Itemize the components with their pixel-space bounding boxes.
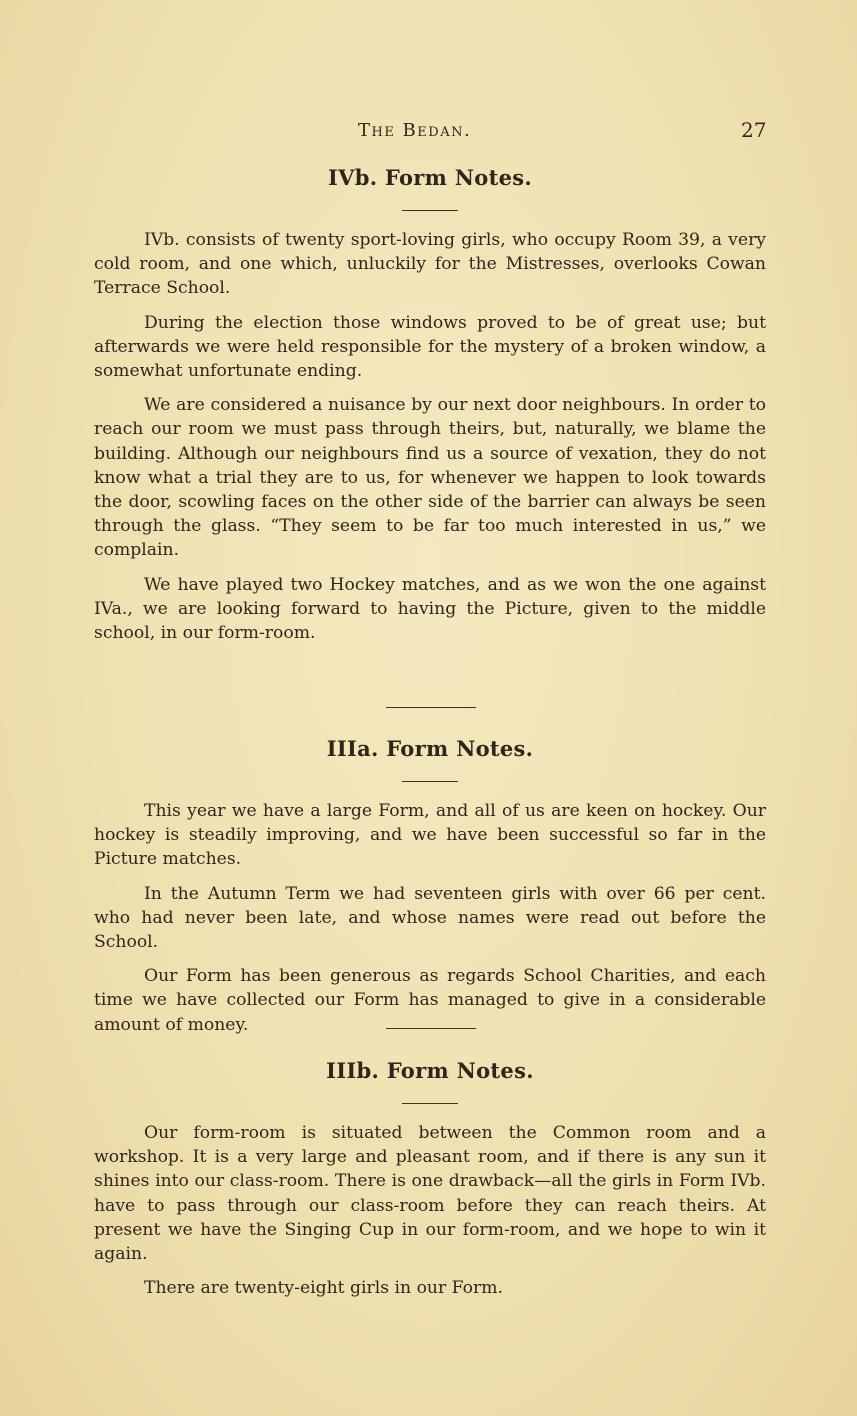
page-number: 27 xyxy=(741,118,767,142)
paragraph: During the election those windows proved to be of great use; but afterwards we were held responsible for the mystery of a broken window, a somewhat unfortunate ending. xyxy=(94,312,766,382)
paragraph: IVb. consists of twenty sport-loving girls, who occupy Room 39, a very cold room, and one which, unluckily for the Mistresses, overlooks Cowan Terrace School. xyxy=(94,230,766,299)
title-rule xyxy=(402,210,458,211)
paragraph: We are considered a nuisance by our next door neighbours. In order to reach our room we must pass through theirs, but, naturally, we blame the building. Although our neighbours find us a source of vexation, they do not know what a trial they are to us, for whenever we happen to look towards the door, scowling faces on the other side of the barrier can always be seen through the glass. “They seem to be far too much interested in us,” we complain. xyxy=(94,395,766,561)
section-iiia-form-notes xyxy=(94,736,766,1037)
section-body xyxy=(94,1121,766,1300)
paragraph: There are twenty-eight girls in our Form. xyxy=(144,1278,503,1299)
paragraph: We have played two Hockey matches, and as we won the one against IVa., we are looking forward to having the Picture, given to the middle school, in our form-room. xyxy=(94,574,766,644)
section-title: IIIb. Form Notes. xyxy=(326,1058,534,1083)
journal-title: The Bedan. xyxy=(358,120,472,141)
paragraph: This year we have a large Form, and all of us are keen on hockey. Our hockey is steadily improving, and we have been successful so far in the Picture matches. xyxy=(94,801,766,870)
paragraph: In the Autumn Term we had seventeen girls with over 66 per cent. who had never been late, and whose names were read out before the School. xyxy=(94,883,766,953)
section-ivb-form-notes xyxy=(94,165,766,645)
paragraph: Our form-room is situated between the Common room and a workshop. It is a very large and pleasant room, and if there is any sun it shines into our class-room. There is one drawback—all the girls in Form IVb. have to pass through our class-room before they can reach theirs. At present we have the Singing Cup in our form-room, and we hope to win it again. xyxy=(94,1123,766,1265)
section-divider xyxy=(386,1028,476,1029)
section-title: IVb. Form Notes. xyxy=(328,165,532,190)
section-iiib-form-notes xyxy=(94,1058,766,1300)
section-title: IIIa. Form Notes. xyxy=(326,736,534,761)
section-body xyxy=(94,228,766,645)
paragraph: Our Form has been generous as regards School Charities, and each time we have collected our Form has managed to give in a considerable amount of money. xyxy=(94,966,766,1035)
running-head xyxy=(0,118,857,148)
section-divider xyxy=(386,707,476,708)
title-rule xyxy=(402,1103,458,1104)
title-rule xyxy=(402,781,458,782)
section-body xyxy=(94,799,766,1037)
